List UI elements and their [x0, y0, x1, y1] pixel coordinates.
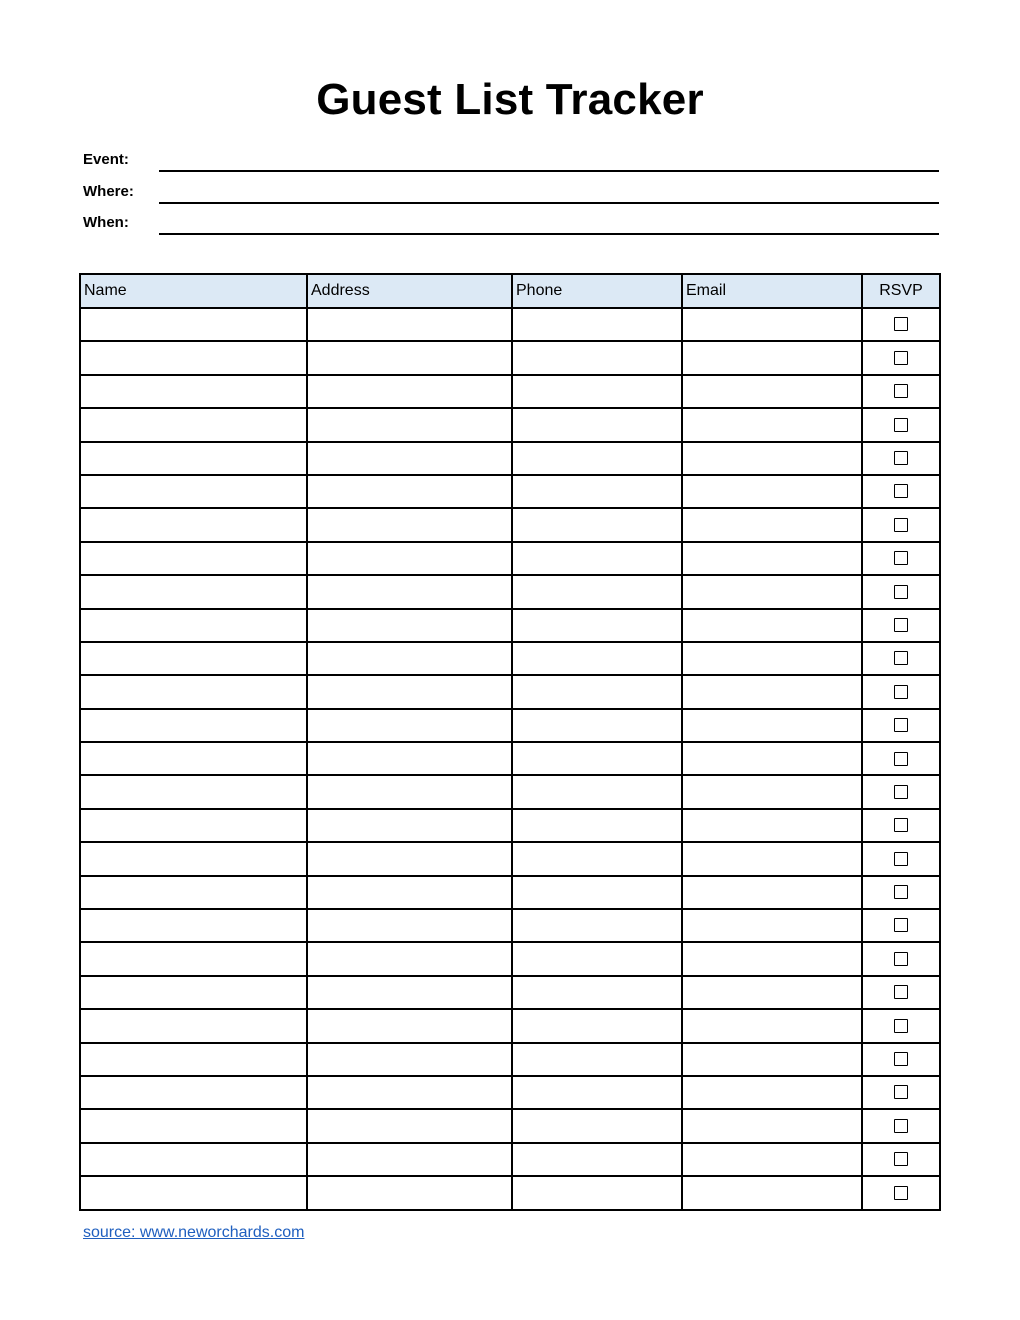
address-cell[interactable]	[307, 675, 512, 708]
rsvp-cell	[862, 341, 940, 374]
phone-cell[interactable]	[512, 775, 682, 808]
phone-cell[interactable]	[512, 909, 682, 942]
email-cell[interactable]	[682, 341, 862, 374]
rsvp-checkbox[interactable]	[894, 618, 908, 632]
address-cell[interactable]	[307, 609, 512, 642]
address-cell[interactable]	[307, 909, 512, 942]
rsvp-checkbox[interactable]	[894, 384, 908, 398]
phone-cell[interactable]	[512, 642, 682, 675]
rsvp-cell	[862, 942, 940, 975]
phone-cell[interactable]	[512, 442, 682, 475]
header-name: Name	[80, 274, 307, 308]
email-cell[interactable]	[682, 1109, 862, 1142]
name-cell[interactable]	[80, 375, 307, 408]
table-row	[80, 775, 940, 808]
name-cell[interactable]	[80, 675, 307, 708]
address-cell[interactable]	[307, 308, 512, 341]
address-cell[interactable]	[307, 642, 512, 675]
rsvp-cell	[862, 1076, 940, 1109]
table-row	[80, 408, 940, 441]
rsvp-checkbox[interactable]	[894, 1052, 908, 1066]
name-cell[interactable]	[80, 542, 307, 575]
phone-cell[interactable]	[512, 842, 682, 875]
name-cell[interactable]	[80, 508, 307, 541]
table-row	[80, 442, 940, 475]
address-cell[interactable]	[307, 341, 512, 374]
rsvp-cell	[862, 809, 940, 842]
email-cell[interactable]	[682, 475, 862, 508]
phone-cell[interactable]	[512, 475, 682, 508]
rsvp-cell	[862, 675, 940, 708]
phone-cell[interactable]	[512, 609, 682, 642]
phone-cell[interactable]	[512, 508, 682, 541]
table-header-row	[80, 274, 940, 308]
table-row	[80, 942, 940, 975]
where-label: Where:	[83, 183, 134, 200]
table-row	[80, 542, 940, 575]
email-cell[interactable]	[682, 709, 862, 742]
name-cell[interactable]	[80, 575, 307, 608]
name-cell[interactable]	[80, 775, 307, 808]
guest-rows	[80, 308, 940, 1210]
phone-cell[interactable]	[512, 675, 682, 708]
rsvp-checkbox[interactable]	[894, 351, 908, 365]
table-row	[80, 475, 940, 508]
address-cell[interactable]	[307, 1109, 512, 1142]
table-row	[80, 742, 940, 775]
phone-cell[interactable]	[512, 375, 682, 408]
rsvp-cell	[862, 575, 940, 608]
name-cell[interactable]	[80, 1043, 307, 1076]
address-cell[interactable]	[307, 976, 512, 1009]
rsvp-checkbox[interactable]	[894, 1085, 908, 1099]
rsvp-cell	[862, 842, 940, 875]
table-row	[80, 976, 940, 1009]
email-cell[interactable]	[682, 642, 862, 675]
rsvp-checkbox[interactable]	[894, 317, 908, 331]
phone-cell[interactable]	[512, 709, 682, 742]
rsvp-checkbox[interactable]	[894, 718, 908, 732]
address-cell[interactable]	[307, 442, 512, 475]
address-cell[interactable]	[307, 709, 512, 742]
rsvp-checkbox[interactable]	[894, 1152, 908, 1166]
name-cell[interactable]	[80, 1076, 307, 1109]
address-cell[interactable]	[307, 575, 512, 608]
source-link[interactable]: source: www.neworchards.com	[83, 1224, 305, 1241]
phone-cell[interactable]	[512, 976, 682, 1009]
phone-cell[interactable]	[512, 742, 682, 775]
email-cell[interactable]	[682, 442, 862, 475]
rsvp-checkbox[interactable]	[894, 1119, 908, 1133]
header-rsvp: RSVP	[862, 274, 940, 308]
name-cell[interactable]	[80, 909, 307, 942]
email-cell[interactable]	[682, 675, 862, 708]
rsvp-cell	[862, 1176, 940, 1209]
email-cell[interactable]	[682, 942, 862, 975]
rsvp-cell	[862, 742, 940, 775]
rsvp-cell	[862, 1043, 940, 1076]
table-row	[80, 1076, 940, 1109]
rsvp-checkbox[interactable]	[894, 518, 908, 532]
address-cell[interactable]	[307, 508, 512, 541]
phone-cell[interactable]	[512, 308, 682, 341]
name-cell[interactable]	[80, 1009, 307, 1042]
name-cell[interactable]	[80, 609, 307, 642]
name-cell[interactable]	[80, 1143, 307, 1176]
rsvp-checkbox[interactable]	[894, 985, 908, 999]
phone-cell[interactable]	[512, 408, 682, 441]
table-row	[80, 1043, 940, 1076]
email-cell[interactable]	[682, 308, 862, 341]
rsvp-checkbox[interactable]	[894, 785, 908, 799]
name-cell[interactable]	[80, 475, 307, 508]
rsvp-cell	[862, 308, 940, 341]
header-address: Address	[307, 274, 512, 308]
name-cell[interactable]	[80, 809, 307, 842]
phone-cell[interactable]	[512, 809, 682, 842]
name-cell[interactable]	[80, 876, 307, 909]
name-cell[interactable]	[80, 842, 307, 875]
event-field	[83, 140, 939, 172]
address-cell[interactable]	[307, 1043, 512, 1076]
email-cell[interactable]	[682, 1143, 862, 1176]
rsvp-cell	[862, 642, 940, 675]
email-cell[interactable]	[682, 876, 862, 909]
rsvp-checkbox[interactable]	[894, 818, 908, 832]
rsvp-cell	[862, 1109, 940, 1142]
address-cell[interactable]	[307, 408, 512, 441]
table-row	[80, 575, 940, 608]
rsvp-cell	[862, 976, 940, 1009]
table-row	[80, 508, 940, 541]
where-field	[83, 172, 939, 204]
table-row	[80, 909, 940, 942]
guest-table	[79, 273, 941, 1211]
table-row	[80, 842, 940, 875]
email-cell[interactable]	[682, 742, 862, 775]
phone-cell[interactable]	[512, 341, 682, 374]
email-cell[interactable]	[682, 842, 862, 875]
address-cell[interactable]	[307, 1076, 512, 1109]
when-label: When:	[83, 214, 129, 231]
rsvp-cell	[862, 1143, 940, 1176]
name-cell[interactable]	[80, 742, 307, 775]
address-cell[interactable]	[307, 876, 512, 909]
rsvp-checkbox[interactable]	[894, 1019, 908, 1033]
rsvp-checkbox[interactable]	[894, 1186, 908, 1200]
address-cell[interactable]	[307, 775, 512, 808]
rsvp-checkbox[interactable]	[894, 852, 908, 866]
email-cell[interactable]	[682, 809, 862, 842]
address-cell[interactable]	[307, 809, 512, 842]
name-cell[interactable]	[80, 442, 307, 475]
table-row	[80, 1009, 940, 1042]
phone-cell[interactable]	[512, 1176, 682, 1209]
phone-cell[interactable]	[512, 1009, 682, 1042]
name-cell[interactable]	[80, 408, 307, 441]
phone-cell[interactable]	[512, 876, 682, 909]
name-cell[interactable]	[80, 976, 307, 1009]
rsvp-checkbox[interactable]	[894, 484, 908, 498]
rsvp-cell	[862, 542, 940, 575]
phone-cell[interactable]	[512, 942, 682, 975]
rsvp-checkbox[interactable]	[894, 685, 908, 699]
rsvp-checkbox[interactable]	[894, 418, 908, 432]
email-cell[interactable]	[682, 909, 862, 942]
phone-cell[interactable]	[512, 542, 682, 575]
address-cell[interactable]	[307, 1176, 512, 1209]
email-cell[interactable]	[682, 408, 862, 441]
phone-cell[interactable]	[512, 575, 682, 608]
address-cell[interactable]	[307, 475, 512, 508]
rsvp-checkbox[interactable]	[894, 885, 908, 899]
when-input-line[interactable]	[159, 233, 939, 235]
rsvp-checkbox[interactable]	[894, 551, 908, 565]
when-field	[83, 203, 939, 235]
event-label: Event:	[83, 151, 129, 168]
rsvp-cell	[862, 909, 940, 942]
table-row	[80, 642, 940, 675]
email-cell[interactable]	[682, 976, 862, 1009]
phone-cell[interactable]	[512, 1143, 682, 1176]
name-cell[interactable]	[80, 1109, 307, 1142]
address-cell[interactable]	[307, 1009, 512, 1042]
email-cell[interactable]	[682, 609, 862, 642]
email-cell[interactable]	[682, 1009, 862, 1042]
rsvp-cell	[862, 475, 940, 508]
address-cell[interactable]	[307, 742, 512, 775]
rsvp-cell	[862, 709, 940, 742]
table-row	[80, 876, 940, 909]
name-cell[interactable]	[80, 308, 307, 341]
email-cell[interactable]	[682, 775, 862, 808]
rsvp-cell	[862, 508, 940, 541]
page-title: Guest List Tracker	[316, 75, 704, 124]
rsvp-cell	[862, 775, 940, 808]
phone-cell[interactable]	[512, 1076, 682, 1109]
table-row	[80, 308, 940, 341]
name-cell[interactable]	[80, 1176, 307, 1209]
rsvp-checkbox[interactable]	[894, 918, 908, 932]
email-cell[interactable]	[682, 375, 862, 408]
table-row	[80, 1176, 940, 1209]
header-phone: Phone	[512, 274, 682, 308]
address-cell[interactable]	[307, 942, 512, 975]
email-cell[interactable]	[682, 1043, 862, 1076]
email-cell[interactable]	[682, 508, 862, 541]
rsvp-checkbox[interactable]	[894, 752, 908, 766]
name-cell[interactable]	[80, 642, 307, 675]
rsvp-cell	[862, 442, 940, 475]
rsvp-checkbox[interactable]	[894, 651, 908, 665]
email-cell[interactable]	[682, 575, 862, 608]
rsvp-checkbox[interactable]	[894, 451, 908, 465]
address-cell[interactable]	[307, 1143, 512, 1176]
rsvp-checkbox[interactable]	[894, 585, 908, 599]
address-cell[interactable]	[307, 542, 512, 575]
phone-cell[interactable]	[512, 1043, 682, 1076]
rsvp-cell	[862, 408, 940, 441]
rsvp-checkbox[interactable]	[894, 952, 908, 966]
table-row	[80, 675, 940, 708]
table-row	[80, 809, 940, 842]
table-row	[80, 1143, 940, 1176]
name-cell[interactable]	[80, 341, 307, 374]
address-cell[interactable]	[307, 842, 512, 875]
table-row	[80, 1109, 940, 1142]
name-cell[interactable]	[80, 709, 307, 742]
rsvp-cell	[862, 609, 940, 642]
email-cell[interactable]	[682, 1076, 862, 1109]
rsvp-cell	[862, 876, 940, 909]
header-email: Email	[682, 274, 862, 308]
table-row	[80, 341, 940, 374]
email-cell[interactable]	[682, 1176, 862, 1209]
rsvp-cell	[862, 1009, 940, 1042]
rsvp-cell	[862, 375, 940, 408]
table-row	[80, 375, 940, 408]
address-cell[interactable]	[307, 375, 512, 408]
table-row	[80, 609, 940, 642]
email-cell[interactable]	[682, 542, 862, 575]
name-cell[interactable]	[80, 942, 307, 975]
table-row	[80, 709, 940, 742]
phone-cell[interactable]	[512, 1109, 682, 1142]
